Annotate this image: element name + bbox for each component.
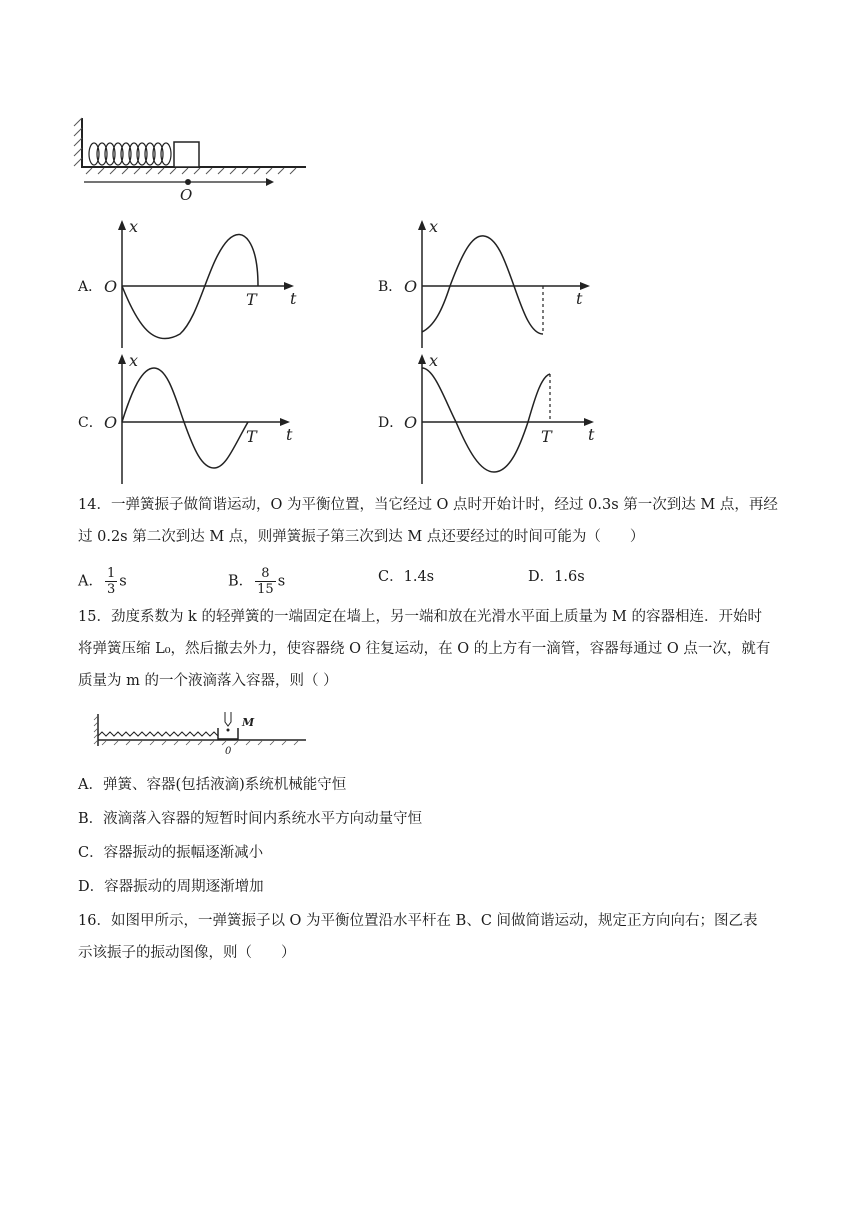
svg-text:O: O: [104, 277, 118, 296]
svg-text:O: O: [104, 413, 118, 432]
svg-text:x: x: [429, 217, 439, 236]
q15-line-3: 质量为 m 的一个液滴落入容器，则（ ）: [78, 673, 338, 689]
q15-line-2: 将弹簧压缩 L₀，然后撤去外力，使容器绕 O 往复运动，在 O 的上方有一滴管，容器每通过 O 点一次，就有: [78, 641, 771, 657]
q14-option-a: A． $\frac{1}{3}$ s: [78, 566, 127, 597]
q14-line-2: 过 0.2s 第二次到达 M 点，则弹簧振子第三次到达 M 点还要经过的时间可能为（ ）: [78, 529, 645, 545]
q16-line-2: 示该振子的振动图像，则（ ）: [78, 945, 296, 961]
q15-option-b: B．液滴落入容器的短暂时间内系统水平方向动量守恒: [78, 811, 423, 827]
container-spring-figure: [92, 708, 312, 758]
svg-text:t: t: [588, 425, 595, 444]
svg-text:t: t: [286, 425, 293, 444]
svg-text:x: x: [129, 351, 139, 370]
q14-option-d: D．1.6s: [528, 569, 585, 585]
q14-option-c: C．1.4s: [378, 569, 435, 585]
svg-text:T: T: [541, 427, 552, 446]
origin-label: O: [180, 186, 193, 204]
option-d-label: D．: [378, 415, 404, 431]
svg-text:O: O: [404, 277, 418, 296]
block: [174, 142, 199, 167]
svg-text:x: x: [129, 217, 139, 236]
option-a-label: A．: [78, 279, 103, 295]
option-b-label: B．: [378, 279, 403, 295]
graph-a: [98, 216, 308, 352]
svg-text:T: T: [246, 427, 257, 446]
graph-b: [398, 216, 608, 352]
q15-option-a: A．弹簧、容器(包括液滴)系统机械能守恒: [78, 777, 347, 793]
q16-line-1: 16．如图甲所示，一弹簧振子以 O 为平衡位置沿水平杆在 B、C 间做简谐运动，规定正方向向右；图乙表: [78, 913, 758, 929]
spring-block-figure: [70, 112, 320, 204]
graph-c: [98, 350, 308, 486]
svg-text:O: O: [404, 413, 418, 432]
svg-text:t: t: [290, 289, 297, 308]
svg-text:x: x: [429, 351, 439, 370]
svg-text:0: 0: [225, 746, 232, 757]
svg-text:M: M: [242, 716, 255, 729]
q15-option-c: C．容器振动的振幅逐渐减小: [78, 845, 264, 861]
svg-text:T: T: [246, 290, 257, 309]
q15-option-d: D．容器振动的周期逐渐增加: [78, 879, 264, 895]
svg-text:t: t: [576, 289, 583, 308]
option-c-label: C．: [78, 415, 103, 431]
q15-line-1: 15．劲度系数为 k 的轻弹簧的一端固定在墙上，另一端和放在光滑水平面上质量为 M 的容器相连．开始时: [78, 609, 763, 625]
graph-d: [398, 350, 608, 486]
q14-line-1: 14．一弹簧振子做简谐运动，O 为平衡位置，当它经过 O 点时开始计时，经过 0.3s 第一次到达 M 点，再经: [78, 497, 778, 513]
q14-option-b: B． $\frac{8}{15}$ s: [228, 566, 286, 597]
